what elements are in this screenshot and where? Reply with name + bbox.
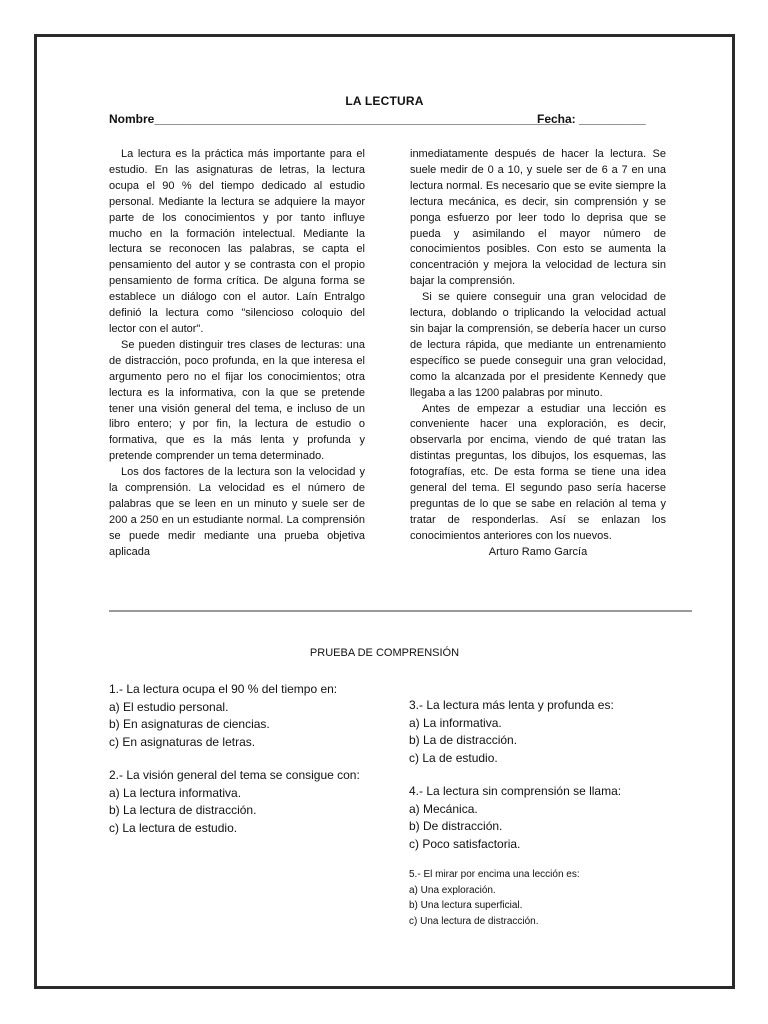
paragraph: Si se quiere conseguir una gran velocidad de lectura, doblando o triplicando la velocidad actual sin bajar la comprensión, se debería hacer un curso de lectura rápida, que mediante un entrenamiento específico se puede conseguir una gran velocidad, como la alcanzada por el presidente Kennedy que llegaba a las 1200 palabras por minuto. bbox=[410, 291, 666, 399]
option-a: a) La lectura informativa. bbox=[109, 785, 242, 800]
document-title: LA LECTURA bbox=[345, 94, 424, 108]
option-b: b) La de distracción. bbox=[409, 733, 518, 748]
option-c: c) En asignaturas de letras. bbox=[109, 734, 256, 749]
option-c: c) La lectura de estudio. bbox=[109, 820, 238, 835]
question-text: 2.- La visión general del tema se consigue con: bbox=[109, 768, 360, 782]
option-b: b) En asignaturas de ciencias. bbox=[109, 717, 270, 732]
option-a: a) Mecánica. bbox=[409, 801, 478, 816]
paragraph: Los dos factores de la lectura son la velocidad y la comprensión. La velocidad es el número de palabras que se leen en un minuto y suele ser de 200 a 250 en un estudiante normal. La comprensión se puede medir mediante una prueba objetiva aplicada bbox=[109, 466, 365, 558]
option-a: a) La informativa. bbox=[409, 715, 502, 730]
paragraph: Se pueden distinguir tres clases de lecturas: una de distracción, poco profunda, en la que interesa el argumento pero no el fijar los conocimientos; otra lectura es la informativa, con la que se pretende tener una visión general del tema, e incluso de un libro entero; y por fin, la lectura de estudio o formativa, que es la más lenta y profunda y pretende comprender un tema determinado. bbox=[109, 338, 365, 463]
quiz-title: PRUEBA DE COMPRENSIÓN bbox=[309, 647, 460, 659]
option-a: a) El estudio personal. bbox=[109, 699, 229, 714]
question-2 bbox=[109, 767, 369, 837]
reading-column-1 bbox=[109, 147, 365, 561]
option-b: b) Una lectura superficial. bbox=[409, 900, 523, 912]
option-c: c) Poco satisfactoria. bbox=[409, 836, 521, 851]
question-text: 5.- El mirar por encima una lección es: bbox=[409, 869, 580, 880]
question-3 bbox=[409, 697, 614, 767]
question-text: 3.- La lectura más lenta y profunda es: bbox=[409, 698, 614, 712]
question-5 bbox=[409, 867, 580, 930]
document-page bbox=[34, 34, 735, 989]
paragraph: La lectura es la práctica más importante para el estudio. En las asignaturas de letras, la lectura ocupa el 90 % del tiempo dedicado al estudio personal. Mediante la lectura se adquiere la mayor parte de los conocimientos y por tanto influye mucho en la formación intelectual. Mediante la lectura se reconocen las palabras, se capta el pensamiento del autor y se contrasta con el propio pensamiento de forma crítica. De alguna forma se establece un diálogo con el autor. Laín Entralgo definió la lectura como "silencioso coloquio del lector con el autor". bbox=[109, 148, 365, 335]
question-4 bbox=[409, 783, 621, 853]
option-b: b) De distracción. bbox=[409, 819, 503, 834]
option-c: c) Una lectura de distracción. bbox=[409, 916, 539, 928]
option-c: c) La de estudio. bbox=[409, 750, 498, 765]
question-text: 4.- La lectura sin comprensión se llama: bbox=[409, 784, 622, 798]
name-field: Nombre______________________________________________________________ bbox=[109, 112, 569, 126]
author-name: Arturo Ramo García bbox=[488, 545, 588, 558]
option-a: a) Una exploración. bbox=[409, 884, 496, 896]
paragraph: inmediatamente después de hacer la lectura. Se suele medir de 0 a 10, y suele ser de 6 a 7 en una lectura normal. Es necesario que se evite siempre la lectura mecánica, es decir, sin comprensión y se ponga esfuerzo por leer todo lo deprisa que se pueda y asimilando el mayor número de conocimientos posibles. Con esto se aumenta la concentración y mejora la velocidad de lectura sin bajar la comprensión. bbox=[410, 148, 666, 288]
reading-column-2 bbox=[410, 147, 666, 561]
option-b: b) La lectura de distracción. bbox=[109, 803, 257, 818]
question-1 bbox=[109, 681, 337, 751]
section-divider bbox=[109, 610, 692, 612]
date-field: Fecha: __________ bbox=[537, 112, 646, 126]
paragraph: Antes de empezar a estudiar una lección es conveniente hacer una exploración, es decir, observarla por encima, viendo de qué tratan las distintas preguntas, los dibujos, los esquemas, las fotografías, etc. De esta forma se tiene una idea general del tema. El segundo paso sería hacerse preguntas de lo que se sabe en relación al tema y tratar de responderlas. Así se enlazan los conocimientos anteriores con los nuevos. bbox=[410, 402, 666, 542]
question-text: 1.- La lectura ocupa el 90 % del tiempo en: bbox=[109, 682, 338, 696]
